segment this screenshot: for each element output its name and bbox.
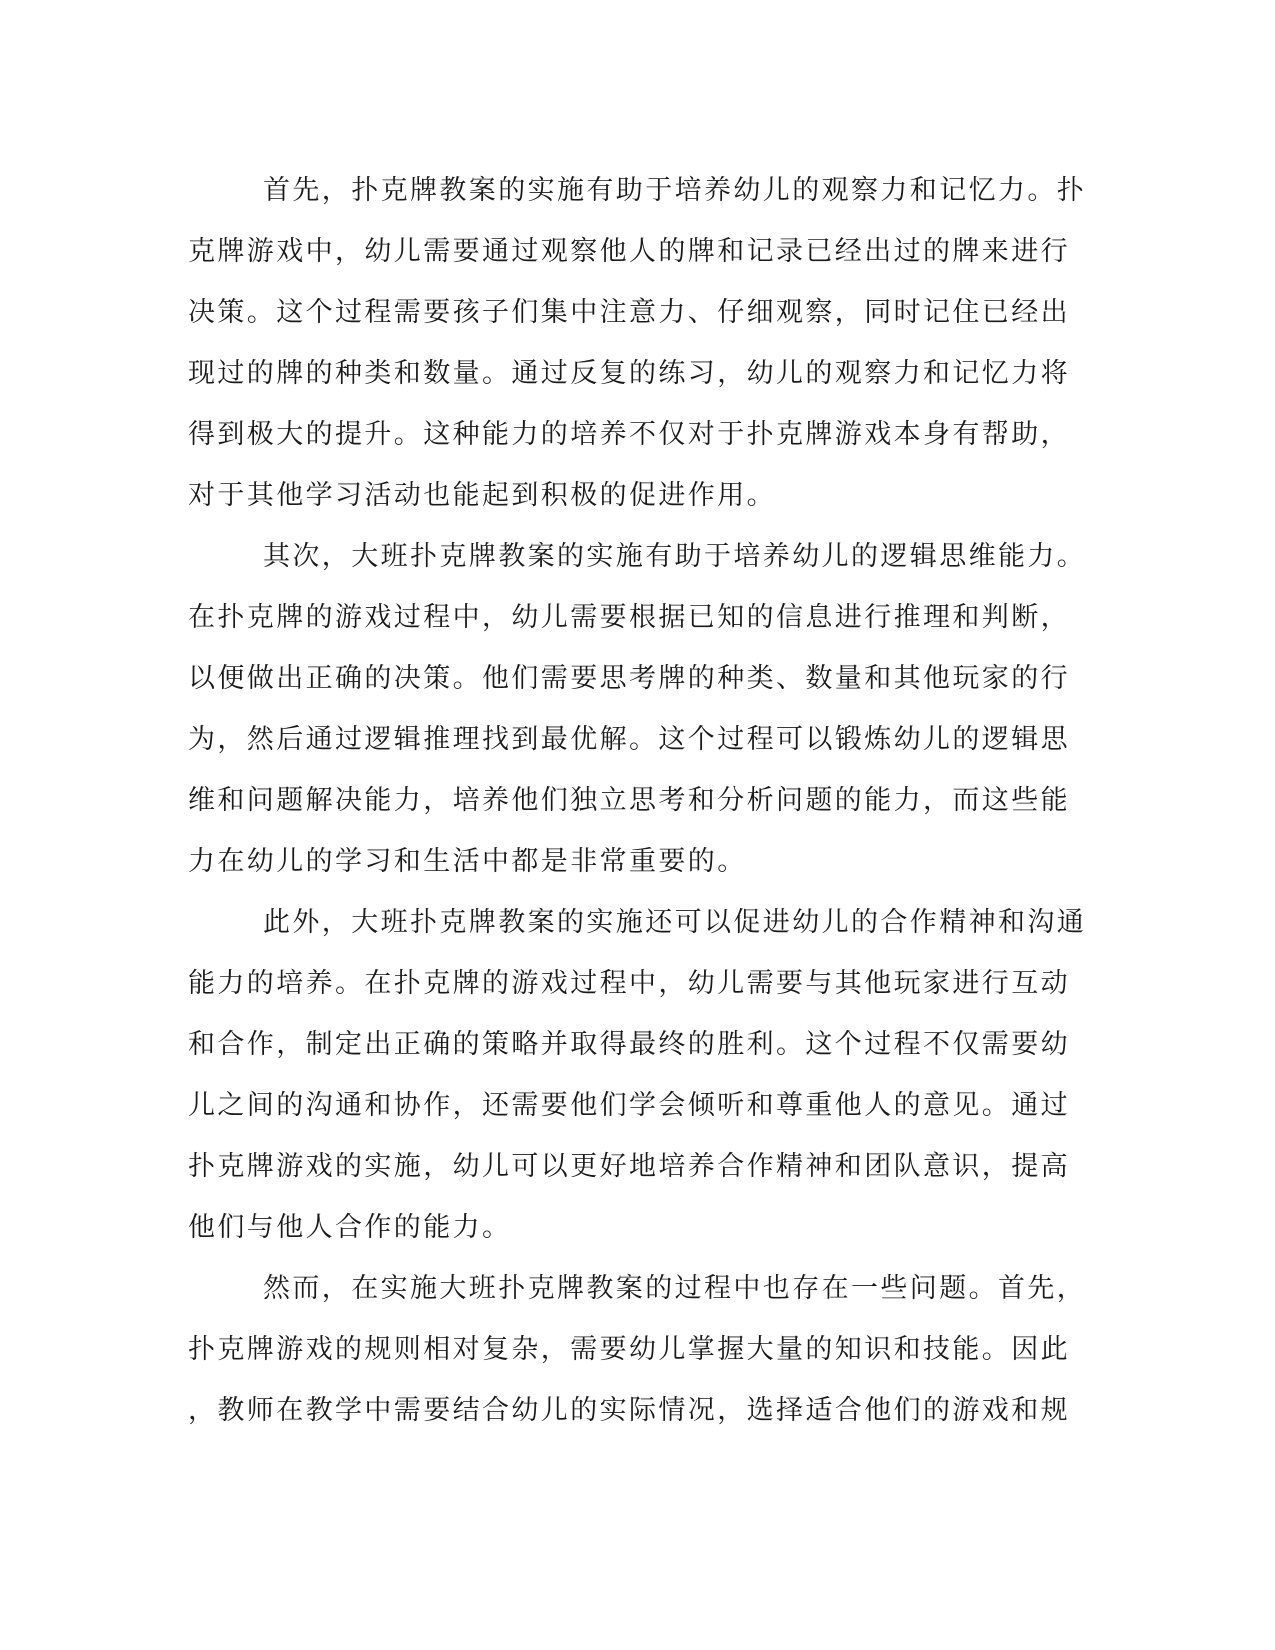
text-line: 扑克牌游戏的规则相对复杂，需要幼儿掌握大量的知识和技能。因此 [188, 1334, 1070, 1365]
paragraph-2 [188, 526, 1087, 892]
text-line: 和合作，制定出正确的策略并取得最终的胜利。这个过程不仅需要幼 [188, 1029, 1070, 1060]
text-line: 得到极大的提升。这种能力的培养不仅对于扑克牌游戏本身有帮助， [188, 419, 1070, 450]
text-line: 对于其他学习活动也能起到积极的促进作用。 [188, 480, 776, 511]
document-body [188, 160, 1087, 1441]
text-line: 其次，大班扑克牌教案的实施有助于培养幼儿的逻辑思维能力。 [263, 541, 1087, 572]
text-line: 此外，大班扑克牌教案的实施还可以促进幼儿的合作精神和沟通 [263, 907, 1087, 938]
text-line: 决策。这个过程需要孩子们集中注意力、仔细观察，同时记住已经出 [188, 297, 1070, 328]
text-line: 儿之间的沟通和协作，还需要他们学会倾听和尊重他人的意见。通过 [188, 1090, 1070, 1121]
text-line: 然而，在实施大班扑克牌教案的过程中也存在一些问题。首先， [263, 1273, 1087, 1304]
text-line: 他们与他人合作的能力。 [188, 1212, 512, 1243]
paragraph-4 [188, 1258, 1087, 1441]
text-line: 力在幼儿的学习和生活中都是非常重要的。 [188, 846, 747, 877]
text-line: 扑克牌游戏的实施，幼儿可以更好地培养合作精神和团队意识，提高 [188, 1151, 1070, 1182]
text-line: 在扑克牌的游戏过程中，幼儿需要根据已知的信息进行推理和判断， [188, 602, 1070, 633]
text-line: ，教师在教学中需要结合幼儿的实际情况，选择适合他们的游戏和规 [188, 1395, 1070, 1426]
text-line: 能力的培养。在扑克牌的游戏过程中，幼儿需要与其他玩家进行互动 [188, 968, 1070, 999]
paragraph-3 [188, 892, 1087, 1258]
text-line: 为，然后通过逻辑推理找到最优解。这个过程可以锻炼幼儿的逻辑思 [188, 724, 1070, 755]
text-line: 维和问题解决能力，培养他们独立思考和分析问题的能力，而这些能 [188, 785, 1070, 816]
text-line: 以便做出正确的决策。他们需要思考牌的种类、数量和其他玩家的行 [188, 663, 1070, 694]
text-line: 现过的牌的种类和数量。通过反复的练习，幼儿的观察力和记忆力将 [188, 358, 1070, 389]
text-line: 克牌游戏中，幼儿需要通过观察他人的牌和记录已经出过的牌来进行 [188, 236, 1070, 267]
paragraph-1 [188, 160, 1087, 526]
text-line: 首先，扑克牌教案的实施有助于培养幼儿的观察力和记忆力。扑 [263, 175, 1087, 206]
